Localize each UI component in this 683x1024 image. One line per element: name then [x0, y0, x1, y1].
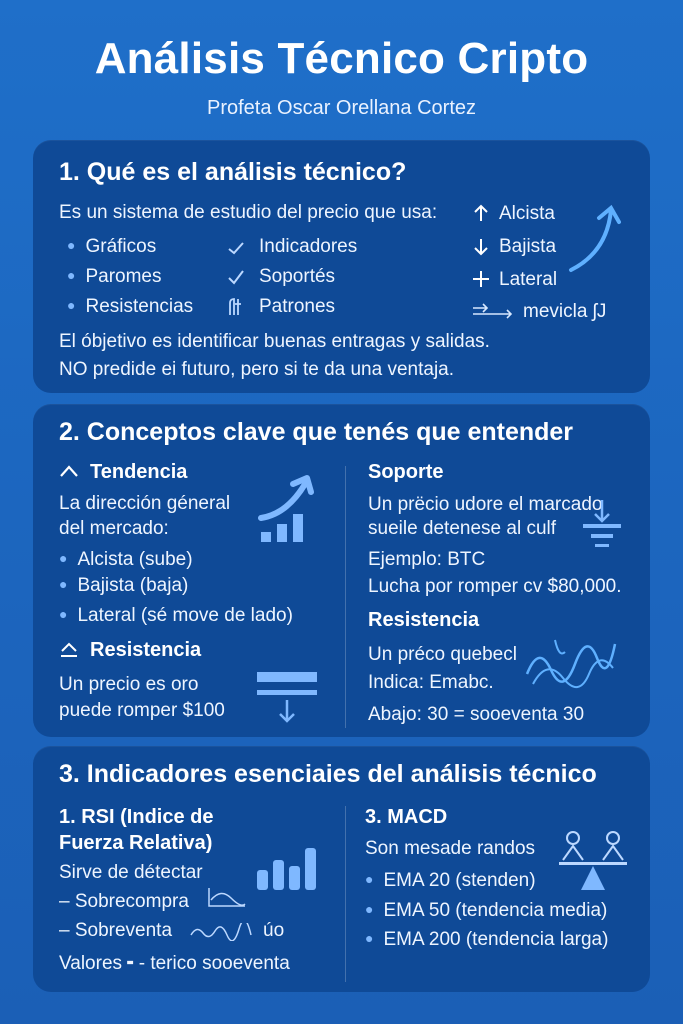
resistencia-right-title: Resistencia: [368, 609, 480, 631]
rsi-item-2-tail: úo: [263, 920, 285, 941]
soporte-title: Soporte: [368, 461, 444, 483]
list-item: ● EMA 50 (tendencia media): [365, 900, 608, 921]
list-item: ● Bajista (baja): [59, 575, 189, 596]
rsi-title-2: Fuerza Relativa): [59, 832, 213, 854]
section1-goal-2: NO predide ei futuro, pero si te da una ventaja.: [59, 359, 455, 380]
rsi-item-1: – Sobrecompra: [59, 891, 189, 912]
rsi-item-2: – Sobreventa: [59, 920, 173, 941]
section1-intro: Es un sistema de estudio del precio que usa:: [59, 202, 438, 223]
resistencia-right-line-3: Abajo: 30 = sooeventa 30: [368, 704, 585, 725]
macd-title: 3. MACD: [365, 806, 448, 828]
check-icon: [227, 268, 245, 291]
section3-heading: 3. Indicadores esenciaies del análisis técnico: [59, 760, 597, 788]
arrows-right-icon: [471, 303, 519, 324]
tendencia-desc-2: del mercado:: [59, 518, 169, 539]
list-item: ● EMA 20 (stenden): [365, 870, 536, 891]
soporte-example-2: Lucha por romper cv $80,000.: [368, 576, 622, 597]
section-indicators: [33, 746, 650, 992]
wave-chart-icon: [525, 634, 617, 699]
section1-heading: 1. Qué es el análisis técnico?: [59, 158, 407, 186]
list-item: Indicadores: [259, 236, 358, 257]
tendencia-title: Tendencia: [90, 461, 188, 483]
growth-chart-icon: [257, 474, 317, 551]
resistencia-right-line-2: Indica: Emabc.: [368, 672, 494, 693]
rsi-desc: Sirve de détectar: [59, 862, 203, 883]
page-subtitle: Profeta Oscar Orellana Cortez: [207, 97, 476, 119]
trend-extra-label: mevicla ʃJ: [523, 301, 607, 322]
resistance-icon: [59, 641, 79, 664]
arrow-down-icon: [471, 237, 491, 262]
overbought-line-icon: [207, 886, 247, 915]
trend-up-label: Alcista: [499, 203, 555, 224]
resistance-level-icon: [255, 668, 319, 731]
pattern-icon: [227, 297, 245, 322]
resistencia-left-desc-2: puede romper $100: [59, 700, 225, 721]
column-divider: [345, 466, 346, 728]
arrow-up-icon: [471, 203, 491, 228]
list-item: ● Lateral (sé move de lado): [59, 605, 293, 626]
column-divider: [345, 806, 346, 982]
list-item: ● Gráficos: [67, 236, 157, 257]
soporte-desc-1: Un prëcio udore el marcado: [368, 494, 603, 515]
macd-desc: Son mesade randos: [365, 838, 536, 859]
trend-lateral-label: Lateral: [499, 269, 558, 290]
list-item: ● Paromes: [67, 266, 162, 287]
support-level-icon: [581, 496, 623, 559]
page-title: Análisis Técnico Cripto: [94, 34, 589, 83]
section-what-is-ta: [33, 140, 650, 393]
list-item: Patrones: [259, 296, 336, 317]
check-icon: [227, 240, 245, 261]
section1-goal-1: El óbjetivo es identificar buenas entragas y salidas.: [59, 331, 490, 352]
list-item: Soportés: [259, 266, 336, 287]
list-item: ● Resistencias: [67, 296, 194, 317]
section2-heading: 2. Conceptos clave que tenés que entender: [59, 418, 574, 446]
plus-icon: [471, 269, 491, 294]
resistencia-left-desc-1: Un precio es oro: [59, 674, 199, 695]
curved-arrow-icon: [567, 202, 621, 279]
resistencia-right-line-1: Un précо quebecl: [368, 644, 517, 665]
soporte-desc-2: sueile detenese al culf: [368, 518, 557, 539]
bar-chart-icon: [255, 846, 321, 897]
oversold-wave-icon: [189, 923, 259, 946]
balance-scale-icon: [555, 828, 631, 897]
caret-up-icon: [59, 464, 79, 483]
list-item: ● Alcista (sube): [59, 549, 193, 570]
section-key-concepts: [33, 404, 650, 737]
rsi-title-1: 1. RSI (Indice de: [59, 806, 214, 828]
soporte-example-1: Ejemplo: BTC: [368, 549, 486, 570]
rsi-values: Valores ╸- terico sooeventa: [59, 953, 290, 974]
tendencia-desc-1: La dirección géneral: [59, 493, 231, 514]
trend-down-label: Bajista: [499, 236, 557, 257]
resistencia-left-title: Resistencia: [90, 639, 202, 661]
list-item: ● EMA 200 (tendencia larga): [365, 929, 609, 950]
